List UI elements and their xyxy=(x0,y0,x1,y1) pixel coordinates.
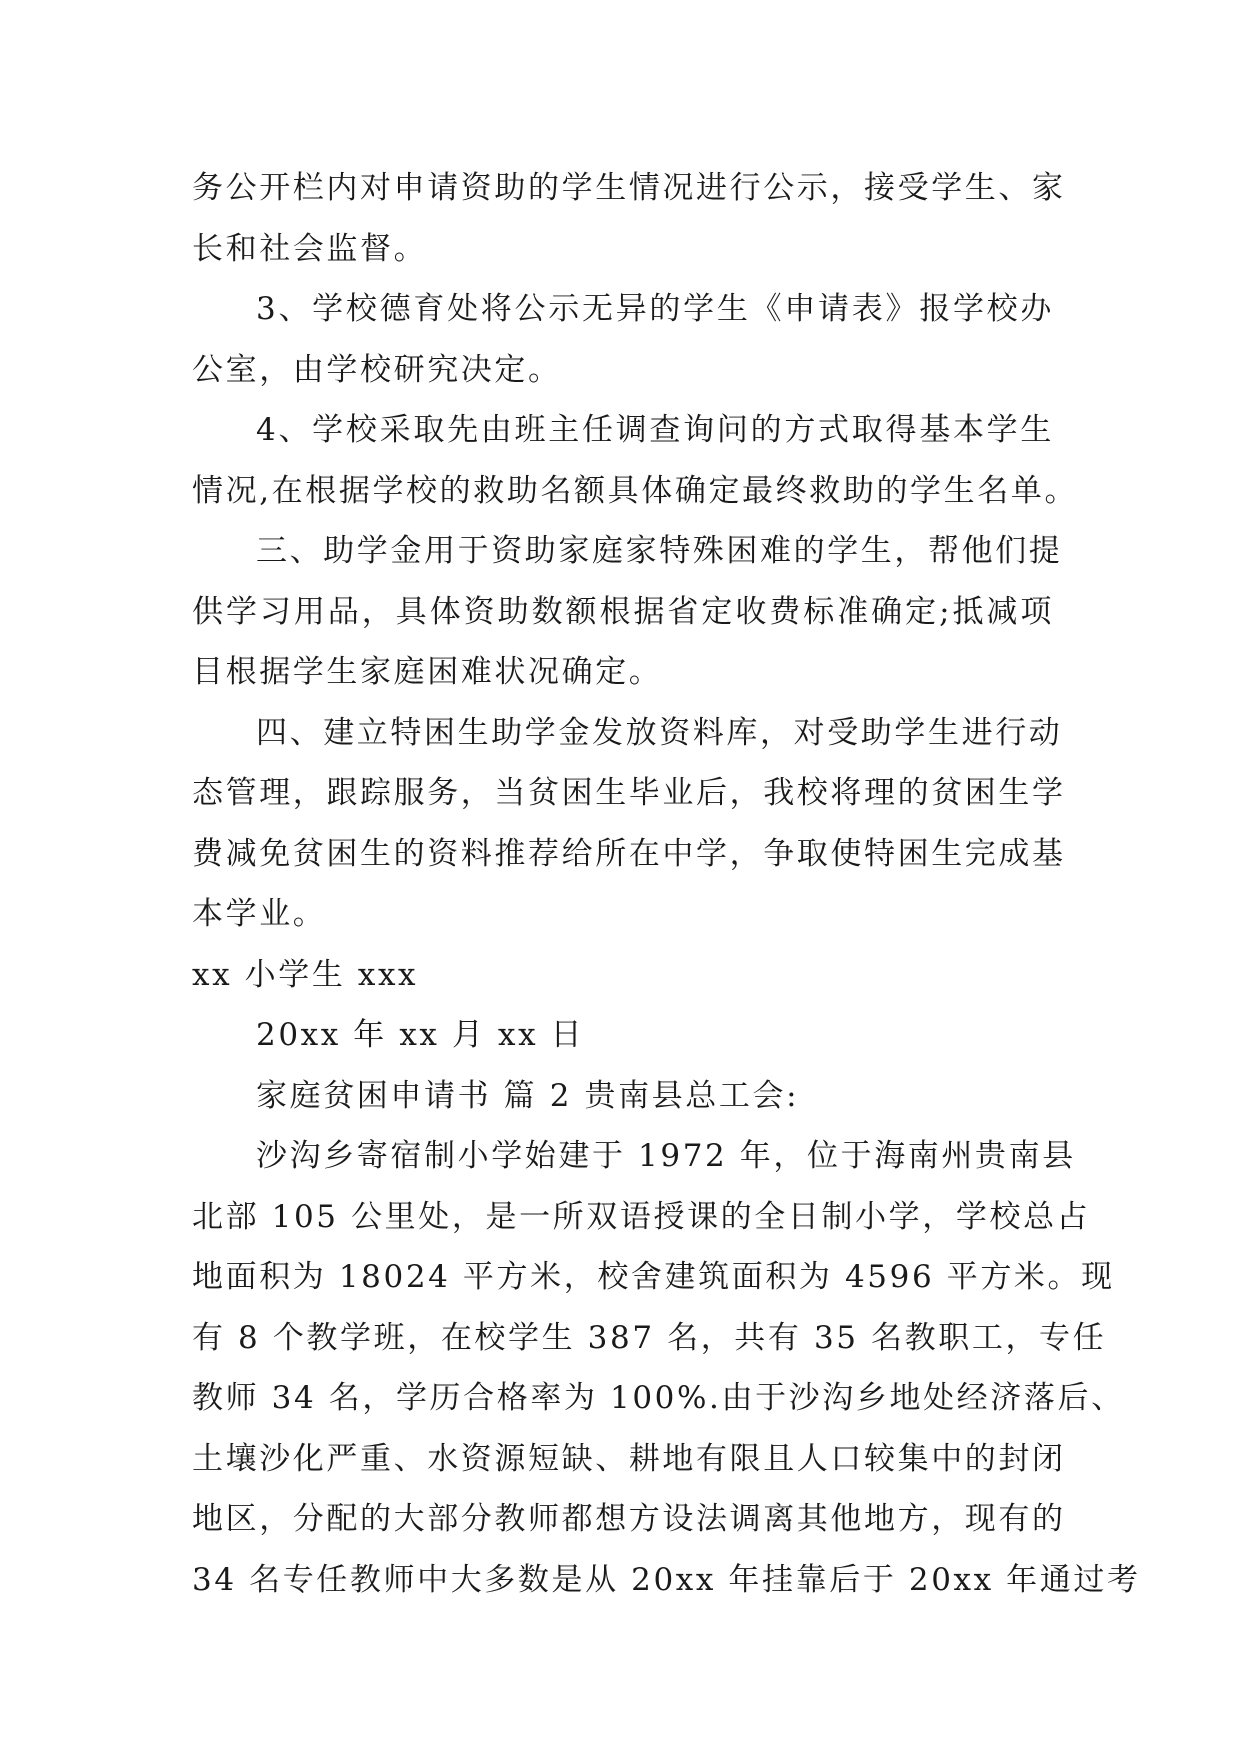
text-line: 有 8 个教学班，在校学生 387 名，共有 35 名教职工，专任 xyxy=(192,1319,1107,1356)
text-line: 目根据学生家庭困难状况确定。 xyxy=(192,654,663,690)
paragraph-start-line: 沙沟乡寄宿制小学始建于 1972 年，位于海南州贵南县 xyxy=(256,1138,1076,1174)
text-line: 教师 34 名，学历合格率为 100%.由于沙沟乡地处经济落后、 xyxy=(192,1380,1125,1416)
text-line: 公室，由学校研究决定。 xyxy=(192,351,562,388)
text-line: 长和社会监督。 xyxy=(192,230,428,267)
paragraph-start-line: 三、助学金用于资助家庭家特殊困难的学生，帮他们提 xyxy=(256,533,1063,569)
signature-line: xx 小学生 xxx xyxy=(192,956,419,993)
text-line: 地面积为 18024 平方米，校舍建筑面积为 4596 平方米。现 xyxy=(192,1259,1115,1295)
text-line: 务公开栏内对申请资助的学生情况进行公示，接受学生、家 xyxy=(192,170,1066,206)
document-body xyxy=(192,158,1141,1610)
text-line: 地区，分配的大部分教师都想方设法调离其他地方，现有的 xyxy=(192,1501,1066,1537)
text-line: 费减免贫困生的资料推荐给所在中学，争取使特困生完成基 xyxy=(192,835,1066,872)
text-line: 态管理，跟踪服务，当贫困生毕业后，我校将理的贫困生学 xyxy=(192,775,1066,811)
text-line: 本学业。 xyxy=(192,896,327,932)
text-line: 情况,在根据学校的救助名额具体确定最终救助的学生名单。 xyxy=(192,472,1079,509)
paragraph-start-line: 4、学校采取先由班主任调查询问的方式取得基本学生 xyxy=(256,412,1054,448)
date-line: 20xx 年 xx 月 xx 日 xyxy=(256,1017,585,1053)
paragraph-start-line: 四、建立特困生助学金发放资料库，对受助学生进行动 xyxy=(256,714,1063,751)
text-line: 北部 105 公里处，是一所双语授课的全日制小学，学校总占 xyxy=(192,1198,1091,1235)
text-line: 土壤沙化严重、水资源短缺、耕地有限且人口较集中的封闭 xyxy=(192,1440,1066,1477)
text-line: 供学习用品，具体资助数额根据省定收费标准确定;抵减项 xyxy=(192,593,1054,630)
paragraph-start-line: 3、学校德育处将公示无异的学生《申请表》报学校办 xyxy=(256,291,1054,327)
section-heading: 家庭贫困申请书 篇 2 贵南县总工会: xyxy=(256,1077,800,1114)
text-line: 34 名专任教师中大多数是从 20xx 年挂靠后于 20xx 年通过考 xyxy=(192,1561,1141,1598)
